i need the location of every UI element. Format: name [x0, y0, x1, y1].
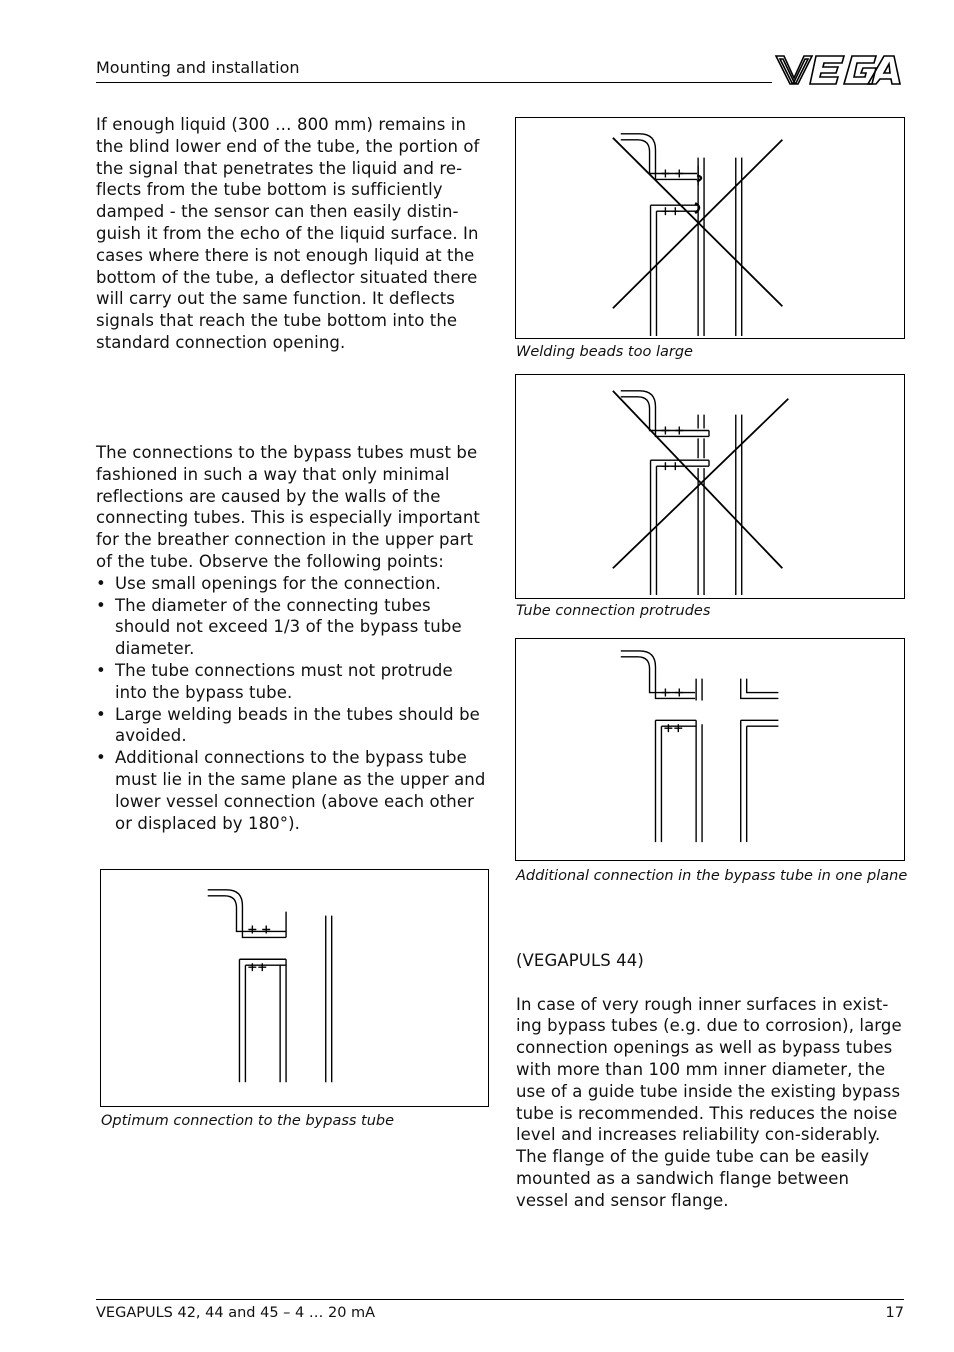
connections-section — [96, 442, 488, 834]
figure-welding-beads — [515, 117, 905, 339]
diagram-optimum-connection — [101, 870, 488, 1106]
figure-additional-connection — [515, 638, 905, 861]
caption-tube-protrudes: Tube connection protrudes — [516, 603, 711, 619]
figure-optimum-connection — [100, 869, 489, 1107]
footer-document-title: VEGAPULS 42, 44 and 45 – 4 … 20 mA — [96, 1305, 376, 1321]
section-title: Mounting and installation — [96, 58, 300, 77]
header-rule — [96, 82, 772, 83]
diagram-additional-connection — [516, 639, 904, 860]
bullet-list — [96, 573, 488, 835]
paragraph-liquid-damping: If enough liquid (300 … 800 mm) remains in the blind lower end of the tube, the portion of the signal that penetrates the liquid and re-flects from the tube bottom is sufficiently damped - the sensor can then easily distin-guish it from the echo of the liquid surface. In cases where there is not enough liquid at the bottom of the tube, a deflector situated there will carry out the same function. It deflects signals that reach the tube bottom into the standard connection opening. — [96, 115, 480, 352]
caption-additional-connection: Additional connection in the bypass tube in one plane — [516, 868, 908, 884]
diagram-tube-protrudes — [516, 375, 904, 598]
subheading-vegapuls-44: (VEGAPULS 44) — [516, 951, 644, 970]
page-number: 17 — [885, 1305, 904, 1321]
diagram-welding-beads — [516, 118, 904, 338]
list-item: • Large welding beads in the tubes should be avoided. — [96, 704, 488, 748]
intro-paragraph — [96, 114, 488, 354]
list-item: • The tube connections must not protrude into the bypass tube. — [96, 660, 488, 704]
footer-rule — [96, 1299, 904, 1300]
paragraph-guide-tube: In case of very rough inner surfaces in exist-ing bypass tubes (e.g. due to corrosion), large connection openings as well as bypass tubes with more than 100 mm inner diameter, the use of a guide tube inside the existing bypass tube is recommended. This reduces the noise level and increases reliability con-siderably. The flange of the guide tube can be easily mounted as a sandwich flange between vessel and sensor flange. — [516, 994, 902, 1210]
guide-tube-section — [516, 950, 906, 1212]
vega-logo — [772, 46, 904, 90]
caption-optimum-connection: Optimum connection to the bypass tube — [101, 1113, 395, 1129]
paragraph-connections: The connections to the bypass tubes must be fashioned in such a way that only minimal reflections are caused by the walls of the connecting tubes. This is especially important for the breather connection in the upper part of the tube. Observe the following points: — [96, 443, 480, 571]
caption-welding-beads: Welding beads too large — [516, 344, 693, 360]
list-item: • The diameter of the connecting tubes should not exceed 1/3 of the bypass tube diameter. — [96, 595, 488, 660]
list-item: • Additional connections to the bypass tube must lie in the same plane as the upper and lower vessel connection (above each other or displaced by 180°). — [96, 747, 488, 834]
figure-tube-protrudes — [515, 374, 905, 599]
list-item: • Use small openings for the connection. — [96, 573, 488, 595]
